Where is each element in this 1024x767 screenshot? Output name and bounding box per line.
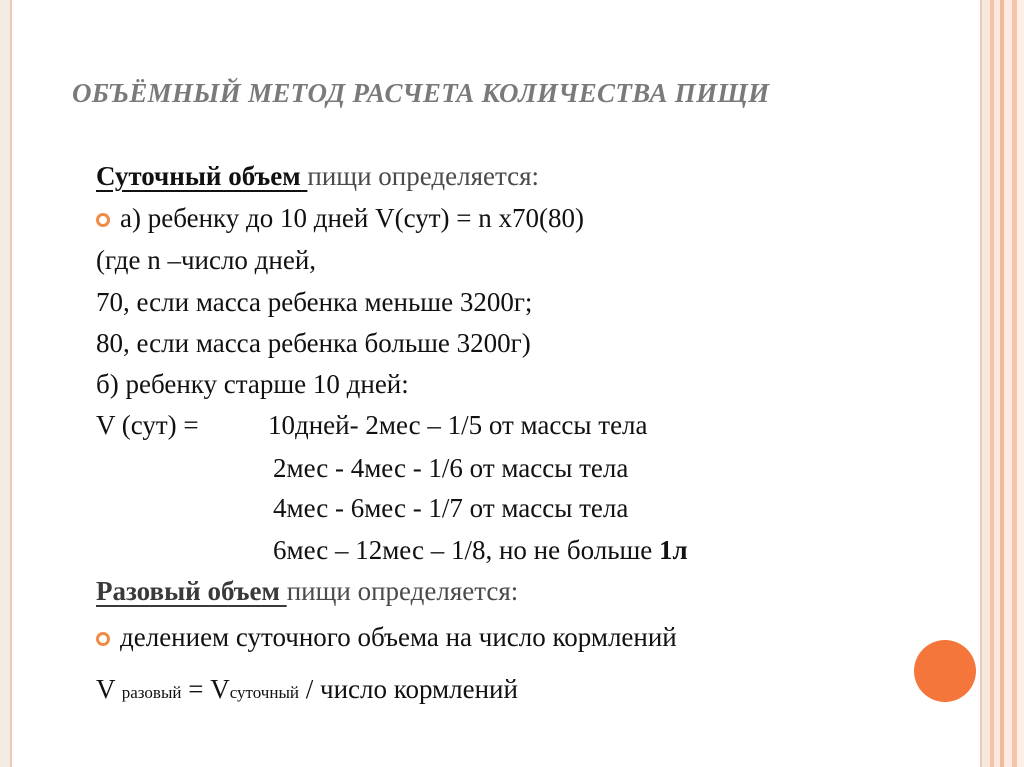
daily-item-a: а) ребенку до 10 дней V(сут) = n х70(80) [120, 203, 584, 233]
decorative-stripes [984, 0, 1024, 767]
single-volume-heading [96, 578, 518, 605]
single-volume-formula [96, 676, 518, 703]
formula-rest: / число кормлений [298, 674, 518, 704]
daily-volume-heading [96, 163, 539, 190]
age-range-2: 2мес - 4мес - 1/6 от массы тела [273, 453, 629, 483]
formula-sub-single: разовый [121, 683, 182, 702]
formula-sub-daily: суточный [229, 683, 299, 702]
single-volume-term: Разовый объем [96, 576, 287, 606]
daily-line-where: (где n –число дней, [96, 245, 317, 275]
daily-line-70: 70, если масса ребенка меньше 3200г; [96, 287, 533, 317]
single-volume-item: делением суточного объема на число кормлений [120, 622, 677, 652]
formula-v: V [96, 674, 122, 704]
age-range-4-text: 6мес – 12мес – 1/8, но не больше [273, 535, 660, 565]
v-daily-label: V (сут) = [96, 410, 199, 440]
age-range-3: 4мес - 6мес - 1/7 от массы тела [273, 493, 629, 523]
daily-line-80: 80, если масса ребенка больше 3200г) [96, 328, 531, 358]
bullet-icon [96, 213, 110, 227]
formula-eq: = V [181, 674, 230, 704]
daily-volume-term: Суточный объем [96, 161, 308, 191]
daily-item-b: б) ребенку старше 10 дней: [96, 369, 409, 399]
decorative-circle [914, 640, 976, 702]
age-range-1: 10дней- 2мес – 1/5 от массы тела [268, 410, 648, 440]
age-range-4-limit: 1л [659, 535, 688, 565]
slide-title: ОБЪЁМНЫЙ МЕТОД РАСЧЕТА КОЛИЧЕСТВА ПИЩИ [72, 78, 770, 108]
bullet-icon [96, 632, 110, 646]
age-range-4 [273, 537, 688, 564]
single-volume-heading-rest: пищи определяется: [286, 576, 519, 606]
daily-volume-heading-rest: пищи определяется: [307, 161, 540, 191]
